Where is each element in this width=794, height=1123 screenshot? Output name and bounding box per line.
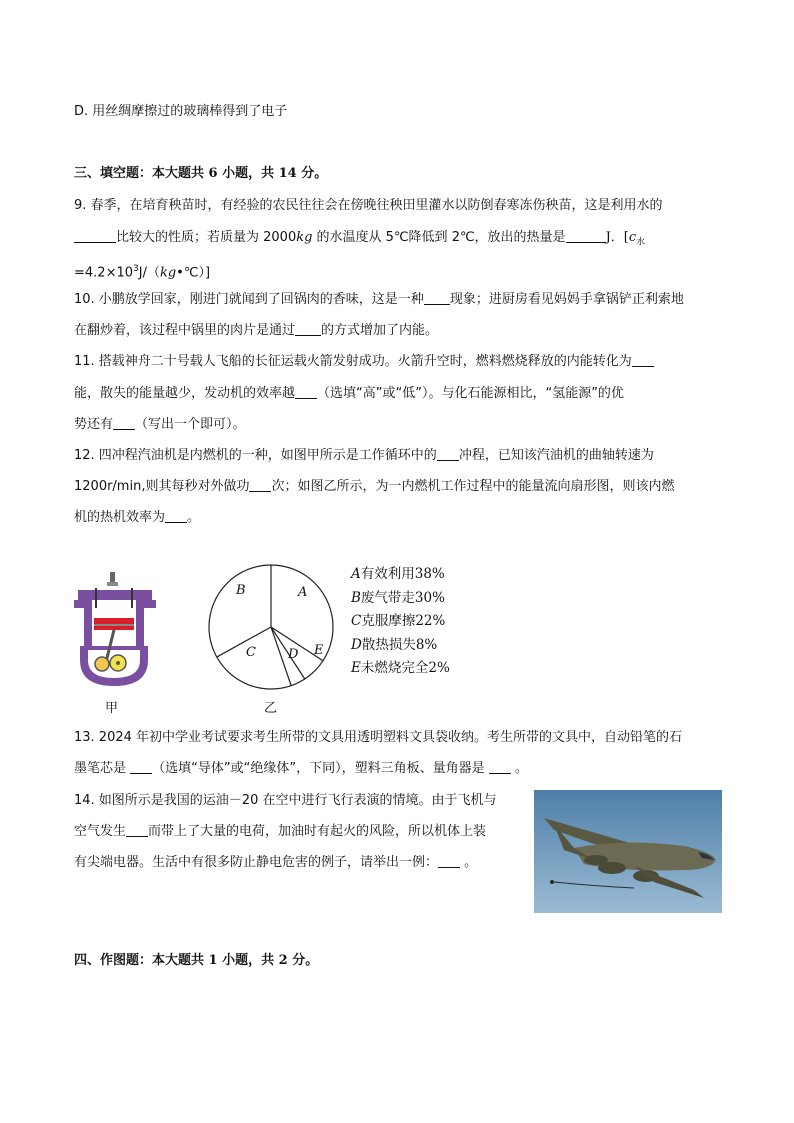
pie-legend <box>351 563 450 681</box>
energy-pie-chart <box>196 562 346 692</box>
legend-item-b: B废气带走30% <box>351 589 445 606</box>
answer-blank[interactable] <box>437 446 459 461</box>
answer-blank[interactable] <box>130 759 152 774</box>
q12-line-2: 1200r/min,则其每秒对外做功 次；如图乙所示，为一内燃机工作过程中的能量流向扇形图，则该内燃 <box>74 479 675 494</box>
pie-label-e: E <box>314 643 324 658</box>
aircraft-photo <box>534 790 722 913</box>
q9-line-2: 比较大的性质；若质量为 2000kg 的水温度从 5℃降低到 2℃，放出的热量是 J．[$c_水$ <box>74 228 645 253</box>
legend-item-a: A有效利用38% <box>351 566 445 582</box>
answer-blank[interactable] <box>165 508 187 523</box>
answer-blank[interactable] <box>295 384 317 399</box>
section-4-heading: 四、作图题：本大题共 1 小题，共 2 分。 <box>74 953 319 968</box>
answer-blank[interactable] <box>74 228 116 243</box>
q13-line-1: 13. 2024 年初中学业考试要求考生所带的文具用透明塑料文具袋收纳。考生所带的文具中，自动铅笔的石 <box>74 730 683 745</box>
option-d: D. 用丝绸摩擦过的玻璃棒得到了电子 <box>74 104 288 119</box>
q11-line-1: 11. 搭载神舟二十号载人飞船的长征运载火箭发射成功。火箭升空时，燃料燃烧释放的内能转化为 <box>74 352 654 372</box>
q9-line-1: 9. 春季，在培育秧苗时，有经验的农民往往会在傍晚往秧田里灌水以防倒春寒冻伤秧苗，这是利用水的 <box>74 198 663 213</box>
answer-blank[interactable] <box>489 759 511 774</box>
answer-blank[interactable] <box>249 477 271 492</box>
section-3-heading: 三、填空题：本大题共 6 小题，共 14 分。 <box>74 166 328 181</box>
q14-line-2: 空气发生 而带上了大量的电荷，加油时有起火的风险，所以机体上装 <box>74 824 487 839</box>
q14-line-3: 有尖端电器。生活中有很多防止静电危害的例子，请举出一例： 。 <box>74 855 478 870</box>
q12-line-3: 机的热机效率为 。 <box>74 510 201 525</box>
q14-line-1: 14. 如图所示是我国的运油－20 在空中进行飞行表演的情境。由于飞机与 <box>74 793 497 808</box>
pie-label-a: A <box>298 585 308 600</box>
answer-blank[interactable] <box>126 822 148 837</box>
q12-line-1: 12. 四冲程汽油机是内燃机的一种，如图甲所示是工作循环中的 冲程，已知该汽油机的曲轴转速为 <box>74 448 654 463</box>
pie-label-c: C <box>246 645 256 660</box>
answer-blank[interactable] <box>632 352 654 367</box>
pie-label-d: D <box>288 647 299 662</box>
legend-item-c: C克服摩擦22% <box>351 613 446 629</box>
q9-line-3: $=4.2\times 10^3J/(kg•℃)$] <box>74 264 211 281</box>
q11-line-3: 势还有 （写出一个即可）。 <box>74 417 246 432</box>
pie-label-b: B <box>236 583 246 598</box>
legend-item-e: E未燃烧完全2% <box>351 660 450 676</box>
answer-blank[interactable] <box>295 321 321 336</box>
caption-jia: 甲 <box>105 701 119 716</box>
answer-blank[interactable] <box>566 228 606 243</box>
answer-blank[interactable] <box>438 853 460 868</box>
q13-line-2: 墨笔芯是 （选填“导体”或“绝缘体”，下同），塑料三角板、量角器是 。 <box>74 761 528 776</box>
q10-line-1: 10. 小鹏放学回家，刚进门就闻到了回锅肉的香味，这是一种 现象；进厨房看见妈妈手拿锅铲正利索地 <box>74 292 684 307</box>
answer-blank[interactable] <box>113 415 135 430</box>
legend-item-d: D散热损失8% <box>351 636 438 653</box>
q11-line-2: 能，散失的能量越少，发动机的效率越 （选填“高”或“低”）。与化石能源相比，“氢能源”的优 <box>74 386 624 401</box>
q10-line-2: 在翻炒着，该过程中锅里的肉片是通过 的方式增加了内能。 <box>74 323 439 338</box>
caption-yi: 乙 <box>264 701 278 716</box>
engine-diagram <box>70 570 160 690</box>
answer-blank[interactable] <box>424 290 450 305</box>
